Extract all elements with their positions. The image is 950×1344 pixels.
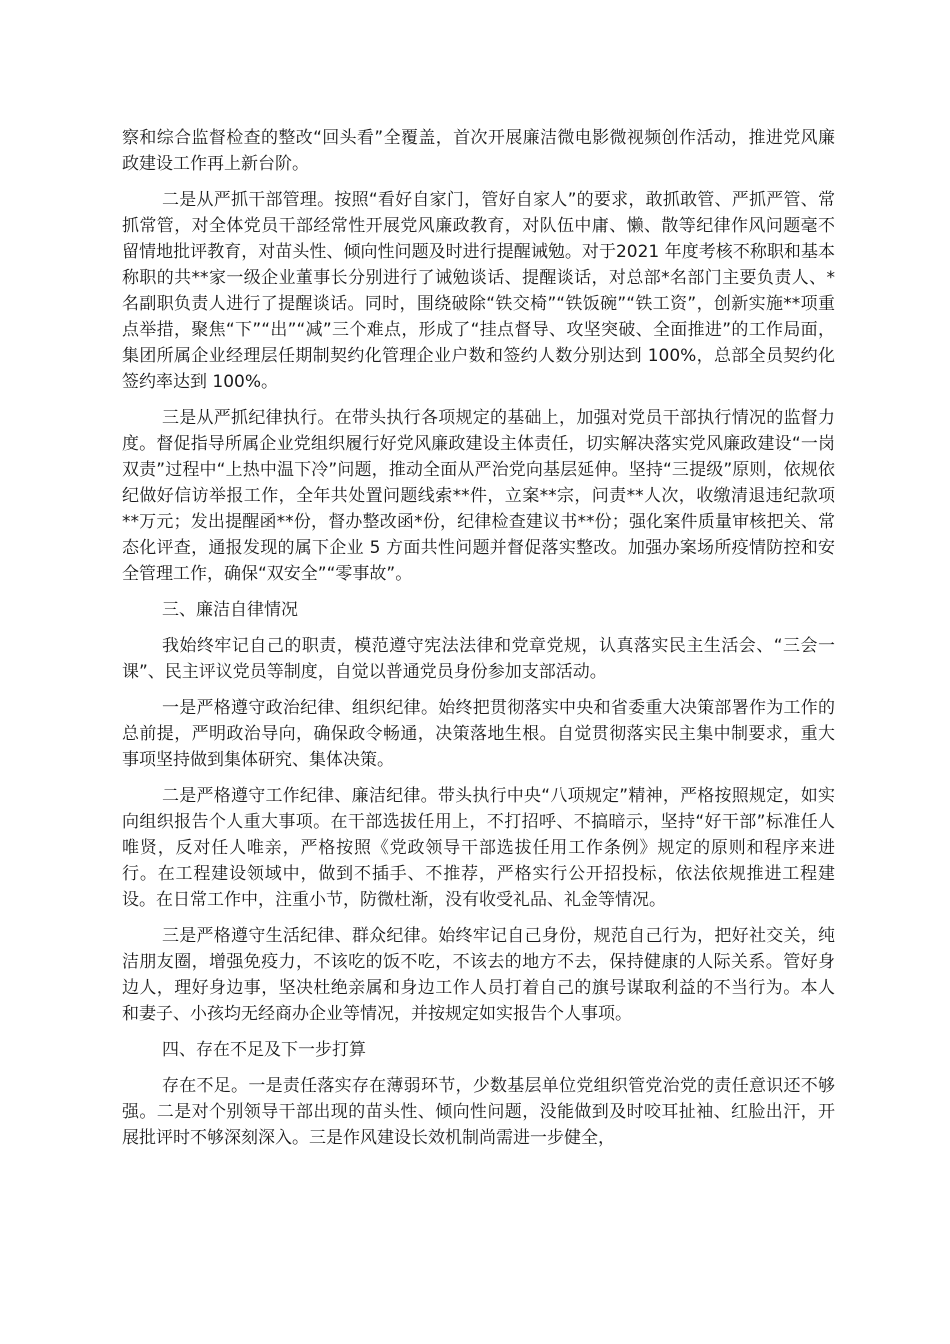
paragraph-continuation: 察和综合监督检查的整改“回头看”全覆盖，首次开展廉洁微电影微视频创作活动，推进党风廉政建设工作再上新台阶。 (122, 128, 835, 174)
paragraph-shortcomings: 存在不足。一是责任落实存在薄弱环节，少数基层单位党组织管党治党的责任意识还不够强。二是对个别领导干部出现的苗头性、倾向性问题，没能做到及时咬耳扯袖、红脸出汗，开展批评时不够深刻深入。三是作风建设长效机制尚需进一步健全， (122, 1076, 835, 1148)
paragraph-political-discipline: 一是严格遵守政治纪律、组织纪律。始终把贯彻落实中央和省委重大决策部署作为工作的总前提，严明政治导向，确保政令畅通，决策落地生根。自觉贯彻落实民主集中制要求，重大事项坚持做到集体研究、集体决策。 (122, 698, 835, 770)
paragraph-cadre-management: 二是从严抓干部管理。按照“看好自家门，管好自家人”的要求，敢抓敢管、严抓严管、常抓常管，对全体党员干部经常性开展党风廉政教育，对队伍中庸、懒、散等纪律作风问题毫不留情地批评教育，对苗头性、倾向性问题及时进行提醒诫勉。对于2021 年度考核不称职和基本称职的共**家一级企业董事长分别进行了诫勉谈话、提醒谈话，对总部*名部门主要负责人、*名副职负责人进行了提醒谈话。同时，围绕破除“铁交椅”“铁饭碗”“铁工资”，创新实施**项重点举措，聚焦“下”“出”“减”三个难点，形成了“挂点督导、攻坚突破、全面推进”的工作局面，集团所属企业经理层任期制契约化管理企业户数和签约人数分别达到 100%，总部全员契约化签约率达到 100%。 (122, 190, 835, 392)
paragraph-work-discipline: 二是严格遵守工作纪律、廉洁纪律。带头执行中央“八项规定”精神，严格按照规定，如实向组织报告个人重大事项。在干部选拔任用上，不打招呼、不搞暗示，坚持“好干部”标准任人唯贤，反对任人唯亲，严格按照《党政领导干部选拔任用工作条例》规定的原则和程序来进行。在工程建设领域中，做到不插手、不推荐，严格实行公开招投标，依法依规推进工程建设。在日常工作中，注重小节，防微杜渐，没有收受礼品、礼金等情况。 (122, 786, 835, 910)
paragraph-discipline-enforcement: 三是从严抓纪律执行。在带头执行各项规定的基础上，加强对党员干部执行情况的监督力度。督促指导所属企业党组织履行好党风廉政建设主体责任，切实解决落实党风廉政建设“一岗双责”过程中“上热中温下冷”问题，推动全面从严治党向基层延伸。坚持“三提级”原则，依规依纪做好信访举报工作，全年共处置问题线索**件，立案**宗，问责**人次，收缴清退违纪款项**万元；发出提醒函**份，督办整改函*份，纪律检查建议书**份；强化案件质量审核把关、常态化评查，通报发现的属下企业 5 方面共性问题并督促落实整改。加强办案场所疫情防控和安全管理工作，确保“双安全”“零事故”。 (122, 408, 835, 584)
document-body (122, 125, 835, 1161)
paragraph-life-discipline: 三是严格遵守生活纪律、群众纪律。始终牢记自己身份，规范自己行为，把好社交关，纯洁朋友圈，增强免疫力，不该吃的饭不吃，不该去的地方不去，保持健康的人际关系。管好身边人，理好身边事，坚决杜绝亲属和身边工作人员打着自己的旗号谋取利益的不当行为。本人和妻子、小孩均无经商办企业等情况，并按规定如实报告个人事项。 (122, 926, 835, 1024)
section-heading-shortcomings: 四、存在不足及下一步打算 (162, 1040, 366, 1060)
section-heading-integrity: 三、廉洁自律情况 (162, 600, 298, 620)
paragraph-integrity-intro: 我始终牢记自己的职责，模范遵守宪法法律和党章党规，认真落实民主生活会、“三会一课”、民主评议党员等制度，自觉以普通党员身份参加支部活动。 (122, 636, 835, 682)
